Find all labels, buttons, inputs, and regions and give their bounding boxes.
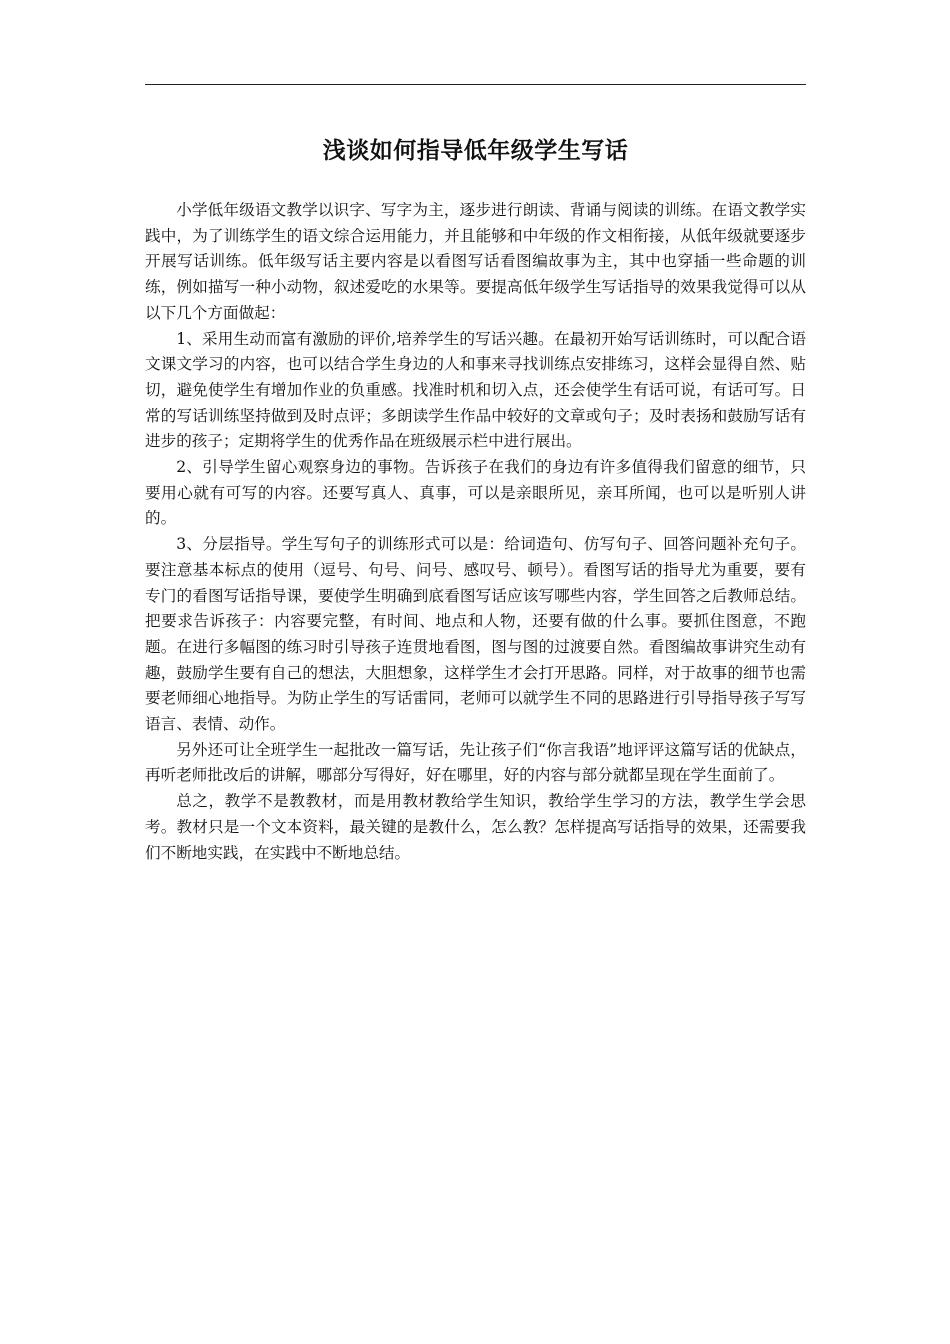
- paragraph-point-2: 2、引导学生留心观察身边的事物。告诉孩子在我们的身边有许多值得我们留意的细节，只要用心就有可写的内容。还要写真人、真事，可以是亲眼所见，亲耳所闻，也可以是听别人讲的。: [145, 458, 806, 528]
- paragraph-point-1: 1、采用生动而富有激励的评价,培养学生的写话兴趣。在最初开始写话训练时，可以配合语文课文学习的内容，也可以结合学生身边的人和事来寻找训练点安排练习，这样会显得自然、贴切，避免使学生有增加作业的负重感。找准时机和切入点，还会使学生有话可说，有话可写。日常的写话训练坚持做到及时点评；多朗读学生作品中较好的文章或句子；及时表扬和鼓励写话有进步的孩子；定期将学生的优秀作品在班级展示栏中进行展出。: [145, 329, 806, 451]
- paragraph-point-3: 3、分层指导。学生写句子的训练形式可以是：给词造句、仿写句子、回答问题补充句子。要注意基本标点的使用（逗号、句号、问号、感叹号、顿号）。看图写话的指导尤为重要，要有专门的看图写话指导课，要使学生明确到底看图写话应该写哪些内容，学生回答之后教师总结。把要求告诉孩子：内容要完整，有时间、地点和人物，还要有做的什么事。要抓住图意，不跑题。在进行多幅图的练习时引导孩子连贯地看图，图与图的过渡要自然。看图编故事讲究生动有趣，鼓励学生要有自己的想法，大胆想象，这样学生才会打开思路。同样，对于故事的细节也需要老师细心地指导。为防止学生的写话雷同，老师可以就学生不同的思路进行引导指导孩子写写语言、表情、动作。: [145, 535, 806, 734]
- paragraph-additional: 另外还可让全班学生一起批改一篇写话，先让孩子们“你言我语”地评评这篇写话的优缺点，再听老师批改后的讲解，哪部分写得好，好在哪里，好的内容与部分就都呈现在学生面前了。: [145, 740, 806, 785]
- header-rule: [145, 84, 806, 85]
- document-body: [145, 198, 806, 866]
- paragraph-conclusion: 总之，教学不是教教材，而是用教材教给学生知识，教给学生学习的方法，教学生学会思考。教材只是一个文本资料，最关键的是教什么，怎么教？怎样提高写话指导的效果，还需要我们不断地实践，在实践中不断地总结。: [145, 792, 806, 862]
- document-title: 浅谈如何指导低年级学生写话: [322, 138, 629, 164]
- paragraph-intro: 小学低年级语文教学以识字、写字为主，逐步进行朗读、背诵与阅读的训练。在语文教学实践中，为了训练学生的语文综合运用能力，并且能够和中年级的作文相衔接，从低年级就要逐步开展写话训练。低年级写话主要内容是以看图写话看图编故事为主，其中也穿插一些命题的训练，例如描写一种小动物，叙述爱吃的水果等。要提高低年级学生写话指导的效果我觉得可以从以下几个方面做起：: [145, 201, 806, 322]
